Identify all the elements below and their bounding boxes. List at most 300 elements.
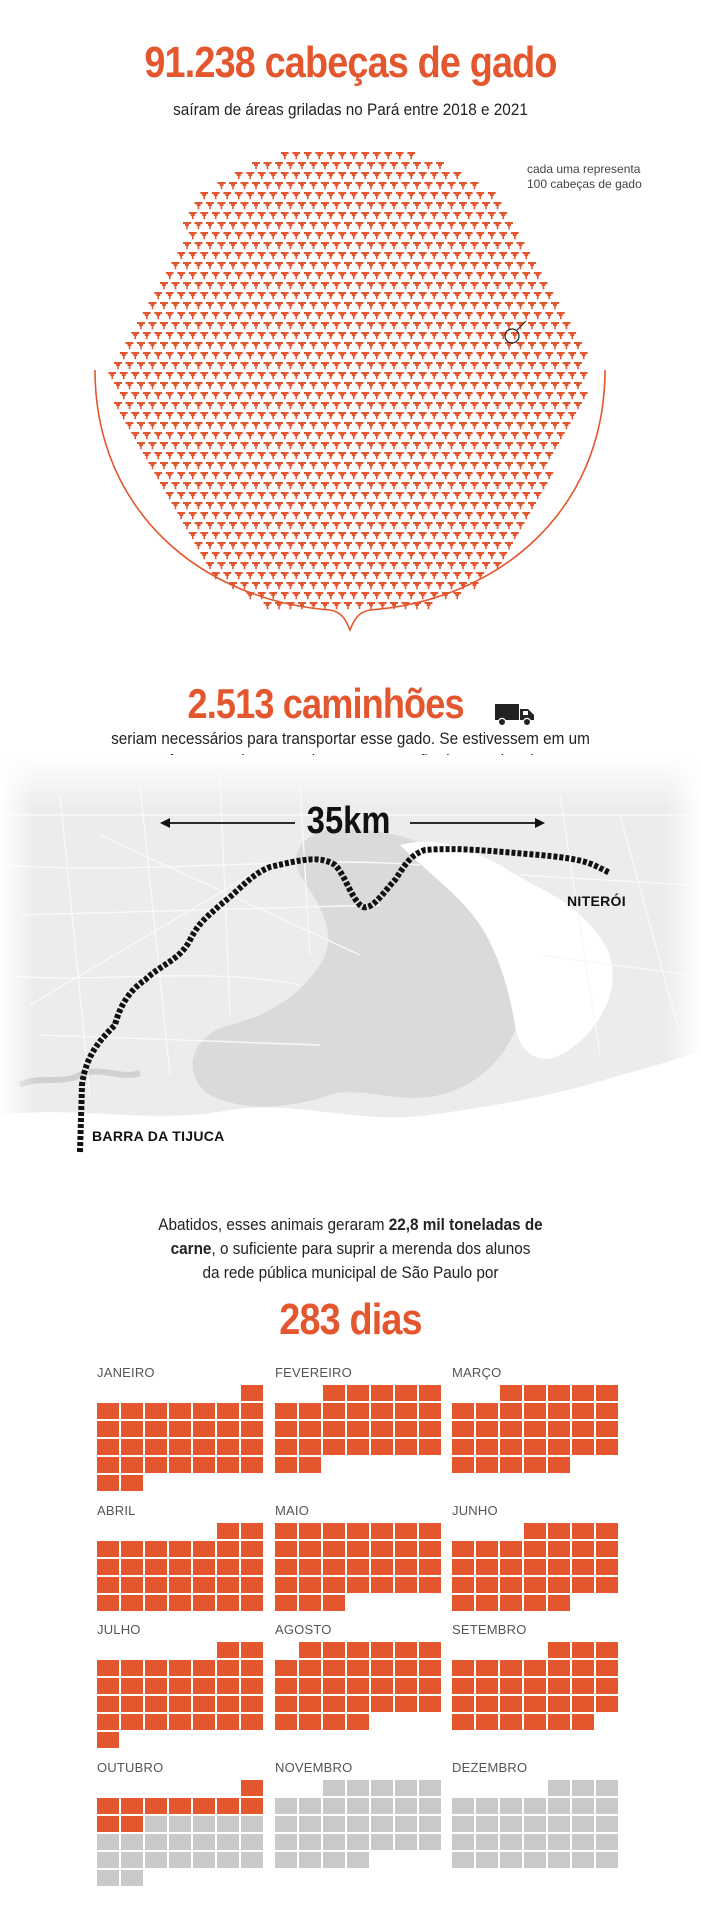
cow-icon — [338, 232, 346, 239]
cow-icon — [563, 362, 571, 369]
cow-icon — [310, 222, 318, 229]
day-cell — [572, 1559, 594, 1575]
cow-icon — [223, 572, 231, 579]
day-cell — [395, 1559, 417, 1575]
cow-icon — [459, 442, 467, 449]
cow-icon — [384, 212, 392, 219]
cow-icon — [246, 352, 254, 359]
day-cell — [145, 1834, 167, 1850]
cow-icon — [396, 212, 404, 219]
empty-cell — [500, 1642, 522, 1658]
cow-icon — [430, 272, 438, 279]
cow-icon — [545, 312, 553, 319]
cow-icon — [183, 382, 191, 389]
day-cell — [347, 1541, 369, 1557]
cow-icon — [321, 542, 329, 549]
cow-icon — [350, 192, 358, 199]
day-cell — [169, 1798, 191, 1814]
cow-icon — [534, 432, 542, 439]
cow-icon — [545, 432, 553, 439]
cow-icon — [448, 542, 456, 549]
cow-icon — [235, 172, 243, 179]
cow-icon — [448, 382, 456, 389]
meals-text — [35, 1213, 666, 1285]
cow-icon — [499, 392, 507, 399]
cow-icon — [252, 522, 260, 529]
cow-icon — [407, 252, 415, 259]
cow-icon — [315, 432, 323, 439]
cow-icon — [505, 302, 513, 309]
day-cell — [97, 1798, 119, 1814]
cow-icon — [356, 162, 364, 169]
cow-icon — [465, 412, 473, 419]
cow-icon — [430, 252, 438, 259]
cow-icon — [580, 392, 588, 399]
day-cell — [395, 1660, 417, 1676]
cow-icon — [545, 352, 553, 359]
cow-icon — [252, 402, 260, 409]
cow-icon — [189, 372, 197, 379]
cow-icon — [269, 552, 277, 559]
cow-icon — [212, 512, 220, 519]
cow-icon — [499, 272, 507, 279]
cow-icon — [540, 362, 548, 369]
cow-icon — [522, 412, 530, 419]
cow-icon — [246, 472, 254, 479]
cow-icon — [298, 422, 306, 429]
cow-icon — [402, 202, 410, 209]
empty-cell — [145, 1523, 167, 1539]
cow-icon — [246, 372, 254, 379]
day-cell — [500, 1577, 522, 1593]
cow-icon — [361, 572, 369, 579]
cow-icon — [229, 482, 237, 489]
cow-icon — [384, 152, 392, 159]
cow-icon — [252, 282, 260, 289]
cow-icon — [281, 272, 289, 279]
cow-icon — [172, 502, 180, 509]
cow-icon — [419, 232, 427, 239]
cow-icon — [367, 362, 375, 369]
cow-icon — [384, 492, 392, 499]
cow-icon — [235, 212, 243, 219]
cow-icon — [425, 342, 433, 349]
cow-icon — [258, 452, 266, 459]
cow-icon — [287, 482, 295, 489]
cow-icon — [574, 342, 582, 349]
cow-icon — [223, 232, 231, 239]
cow-icon — [333, 422, 341, 429]
day-cell — [419, 1780, 441, 1796]
cow-icon — [287, 362, 295, 369]
cow-icon — [436, 342, 444, 349]
cow-icon — [390, 322, 398, 329]
day-cell — [169, 1714, 191, 1730]
day-cell — [275, 1660, 297, 1676]
day-cell — [419, 1403, 441, 1419]
day-cell — [419, 1421, 441, 1437]
cow-icon — [482, 502, 490, 509]
day-cell — [347, 1660, 369, 1676]
day-cell — [121, 1559, 143, 1575]
cow-icon — [384, 232, 392, 239]
cow-icon — [154, 292, 162, 299]
day-cell — [193, 1559, 215, 1575]
day-cell — [452, 1714, 474, 1730]
cow-icon — [471, 342, 479, 349]
day-cell — [145, 1714, 167, 1730]
cow-icon — [413, 562, 421, 569]
cow-icon — [218, 522, 226, 529]
cow-icon — [333, 302, 341, 309]
day-cell — [121, 1678, 143, 1694]
month-novembro — [275, 1760, 441, 1868]
cow-icon — [505, 362, 513, 369]
cow-icon — [402, 402, 410, 409]
day-cell — [419, 1798, 441, 1814]
cow-icon — [511, 372, 519, 379]
cow-icon — [131, 332, 139, 339]
day-cell — [323, 1852, 345, 1868]
cow-icon — [281, 412, 289, 419]
cow-icon — [459, 382, 467, 389]
cow-icon — [189, 352, 197, 359]
cow-icon — [453, 512, 461, 519]
cow-icon — [367, 542, 375, 549]
cow-icon — [235, 492, 243, 499]
cow-icon — [126, 422, 134, 429]
cow-icon — [511, 312, 519, 319]
cow-icon — [471, 442, 479, 449]
day-cell — [275, 1559, 297, 1575]
day-cell — [596, 1642, 618, 1658]
day-cell — [371, 1385, 393, 1401]
cow-icon — [149, 302, 157, 309]
day-cell — [500, 1385, 522, 1401]
cow-icon — [269, 452, 277, 459]
legend-note-line2: 100 cabeças de gado — [527, 177, 642, 191]
cow-icon — [189, 432, 197, 439]
cow-icon — [114, 362, 122, 369]
month-grid — [275, 1642, 441, 1730]
cow-icon — [264, 182, 272, 189]
cow-icon — [350, 172, 358, 179]
cow-icon — [281, 152, 289, 159]
cow-icon — [269, 252, 277, 259]
cow-icon — [499, 552, 507, 559]
cow-icon — [177, 392, 185, 399]
month-label: NOVEMBRO — [275, 1760, 353, 1775]
cow-icon — [419, 172, 427, 179]
cow-icon — [229, 282, 237, 289]
day-cell — [500, 1403, 522, 1419]
cow-icon — [499, 252, 507, 259]
cow-icon — [476, 412, 484, 419]
cow-icon — [505, 502, 513, 509]
distance-arrows — [160, 815, 545, 831]
cow-icon — [517, 482, 525, 489]
day-cell — [217, 1559, 239, 1575]
cow-icon — [269, 272, 277, 279]
cow-icon — [545, 332, 553, 339]
cow-icon — [465, 192, 473, 199]
cow-icon — [189, 472, 197, 479]
day-cell — [323, 1678, 345, 1694]
cow-icon — [252, 242, 260, 249]
cow-icon — [229, 562, 237, 569]
cow-icon — [545, 452, 553, 459]
cow-icon — [298, 562, 306, 569]
day-cell — [217, 1595, 239, 1611]
cow-icon — [488, 352, 496, 359]
cow-icon — [459, 342, 467, 349]
cow-icon — [430, 452, 438, 459]
cow-icon — [160, 322, 168, 329]
cow-icon — [511, 352, 519, 359]
cow-icon — [206, 202, 214, 209]
cow-icon — [310, 182, 318, 189]
cow-icon — [275, 322, 283, 329]
cow-icon — [229, 342, 237, 349]
cow-icon — [241, 582, 249, 589]
cow-icon — [344, 222, 352, 229]
month-label: AGOSTO — [275, 1622, 332, 1637]
cow-icon — [258, 192, 266, 199]
cow-icon — [166, 312, 174, 319]
cow-icon — [471, 482, 479, 489]
cow-icon — [528, 422, 536, 429]
cow-icon — [310, 162, 318, 169]
cow-icon — [218, 262, 226, 269]
cow-icon — [206, 462, 214, 469]
cow-icon — [465, 432, 473, 439]
cow-icon — [206, 262, 214, 269]
day-cell — [548, 1559, 570, 1575]
day-cell — [476, 1678, 498, 1694]
cow-icon — [442, 332, 450, 339]
cow-icon — [183, 462, 191, 469]
cow-icon — [246, 332, 254, 339]
day-cell — [97, 1660, 119, 1676]
cow-icon — [459, 562, 467, 569]
cow-icon — [402, 302, 410, 309]
cow-icon — [528, 382, 536, 389]
cow-icon — [241, 222, 249, 229]
cow-icon — [476, 372, 484, 379]
cow-icon — [534, 352, 542, 359]
day-cell — [193, 1714, 215, 1730]
cow-icon — [235, 352, 243, 359]
cow-icon — [149, 442, 157, 449]
day-cell — [323, 1559, 345, 1575]
day-cell — [299, 1714, 321, 1730]
cow-icon — [321, 522, 329, 529]
cow-icon — [177, 252, 185, 259]
cow-icon — [310, 482, 318, 489]
empty-cell — [97, 1642, 119, 1658]
cow-icon — [402, 182, 410, 189]
day-cell — [145, 1403, 167, 1419]
cow-icon — [528, 442, 536, 449]
cow-icon — [264, 502, 272, 509]
meals-line1-prefix: Abatidos, esses animais geraram — [158, 1215, 389, 1234]
cow-icon — [304, 572, 312, 579]
cow-icon — [281, 452, 289, 459]
cow-icon — [126, 362, 134, 369]
day-cell — [145, 1559, 167, 1575]
cow-icon — [522, 492, 530, 499]
cow-icon — [218, 282, 226, 289]
cow-icon — [269, 392, 277, 399]
day-cell — [323, 1523, 345, 1539]
cow-icon — [407, 352, 415, 359]
cow-icon — [522, 432, 530, 439]
day-cell — [97, 1852, 119, 1868]
cow-icon — [361, 272, 369, 279]
cow-icon — [557, 332, 565, 339]
cow-icon — [281, 572, 289, 579]
cow-icon — [419, 492, 427, 499]
cow-icon — [396, 152, 404, 159]
day-cell — [217, 1457, 239, 1473]
day-cell — [121, 1403, 143, 1419]
cow-icon — [476, 352, 484, 359]
month-label: JUNHO — [452, 1503, 498, 1518]
day-cell — [217, 1642, 239, 1658]
cow-icon — [396, 232, 404, 239]
cow-icon — [413, 542, 421, 549]
cow-icon — [241, 322, 249, 329]
cow-icon — [465, 252, 473, 259]
day-cell — [572, 1696, 594, 1712]
cow-icon — [419, 292, 427, 299]
cow-icon — [218, 422, 226, 429]
cow-icon — [344, 502, 352, 509]
cow-icon — [407, 292, 415, 299]
cow-icon — [350, 372, 358, 379]
cow-icon — [448, 262, 456, 269]
cow-icon — [338, 432, 346, 439]
empty-cell — [169, 1523, 191, 1539]
cow-icon — [287, 342, 295, 349]
cow-icon — [338, 212, 346, 219]
day-cell — [145, 1678, 167, 1694]
cow-icon — [344, 382, 352, 389]
empty-cell — [145, 1385, 167, 1401]
cow-icon — [465, 552, 473, 559]
cow-icon — [304, 232, 312, 239]
day-cell — [452, 1678, 474, 1694]
month-outubro — [97, 1760, 263, 1886]
day-cell — [299, 1421, 321, 1437]
cow-icon — [373, 512, 381, 519]
cow-icon — [252, 162, 260, 169]
cow-icon — [281, 592, 289, 599]
cow-icon — [425, 182, 433, 189]
cow-icon — [218, 502, 226, 509]
cow-icon — [287, 422, 295, 429]
day-cell — [548, 1798, 570, 1814]
cow-icon — [373, 332, 381, 339]
cow-icon — [419, 372, 427, 379]
cow-icon — [298, 522, 306, 529]
cow-icon — [402, 522, 410, 529]
cow-icon — [407, 392, 415, 399]
cow-icon — [361, 512, 369, 519]
cow-icon — [465, 572, 473, 579]
cow-icon — [195, 282, 203, 289]
cow-icon — [476, 332, 484, 339]
cow-icon — [436, 542, 444, 549]
cow-icon — [183, 302, 191, 309]
cow-icon — [373, 152, 381, 159]
day-cell — [299, 1678, 321, 1694]
day-cell — [548, 1714, 570, 1730]
cow-icon — [568, 332, 576, 339]
cow-icon — [482, 362, 490, 369]
cow-icon — [494, 302, 502, 309]
day-cell — [241, 1421, 263, 1437]
cow-icon — [310, 262, 318, 269]
cow-icon — [327, 312, 335, 319]
cow-icon — [430, 412, 438, 419]
cow-icon — [517, 442, 525, 449]
legend-note-line1: cada uma representa — [527, 162, 641, 176]
cow-icon — [206, 522, 214, 529]
cow-icon — [177, 492, 185, 499]
cow-icon — [166, 392, 174, 399]
day-cell — [97, 1439, 119, 1455]
day-cell — [419, 1678, 441, 1694]
cow-icon — [333, 322, 341, 329]
day-cell — [275, 1816, 297, 1832]
cow-icon — [534, 452, 542, 459]
day-cell — [275, 1577, 297, 1593]
day-cell — [596, 1577, 618, 1593]
cow-icon — [402, 442, 410, 449]
cow-icon — [206, 362, 214, 369]
cow-icon — [344, 482, 352, 489]
cow-icon — [379, 362, 387, 369]
cow-icon — [338, 352, 346, 359]
day-cell — [97, 1696, 119, 1712]
cow-icon — [160, 442, 168, 449]
cow-icon — [436, 322, 444, 329]
cow-icon — [471, 402, 479, 409]
cow-icon — [281, 552, 289, 559]
cow-icon — [356, 382, 364, 389]
day-cell — [548, 1541, 570, 1557]
day-cell — [193, 1439, 215, 1455]
cow-icon — [327, 172, 335, 179]
cow-icon — [402, 502, 410, 509]
cow-icon — [344, 242, 352, 249]
cow-icon — [402, 222, 410, 229]
cow-icon — [269, 432, 277, 439]
cow-icon — [172, 462, 180, 469]
cow-icon — [304, 592, 312, 599]
cow-icon — [436, 442, 444, 449]
cow-icon — [476, 532, 484, 539]
cow-icon — [195, 462, 203, 469]
cow-icon — [367, 222, 375, 229]
month-label: JANEIRO — [97, 1365, 155, 1380]
cow-icon — [275, 182, 283, 189]
cow-icon — [304, 372, 312, 379]
cow-icon — [511, 532, 519, 539]
cow-icon — [384, 472, 392, 479]
cow-icon — [258, 272, 266, 279]
